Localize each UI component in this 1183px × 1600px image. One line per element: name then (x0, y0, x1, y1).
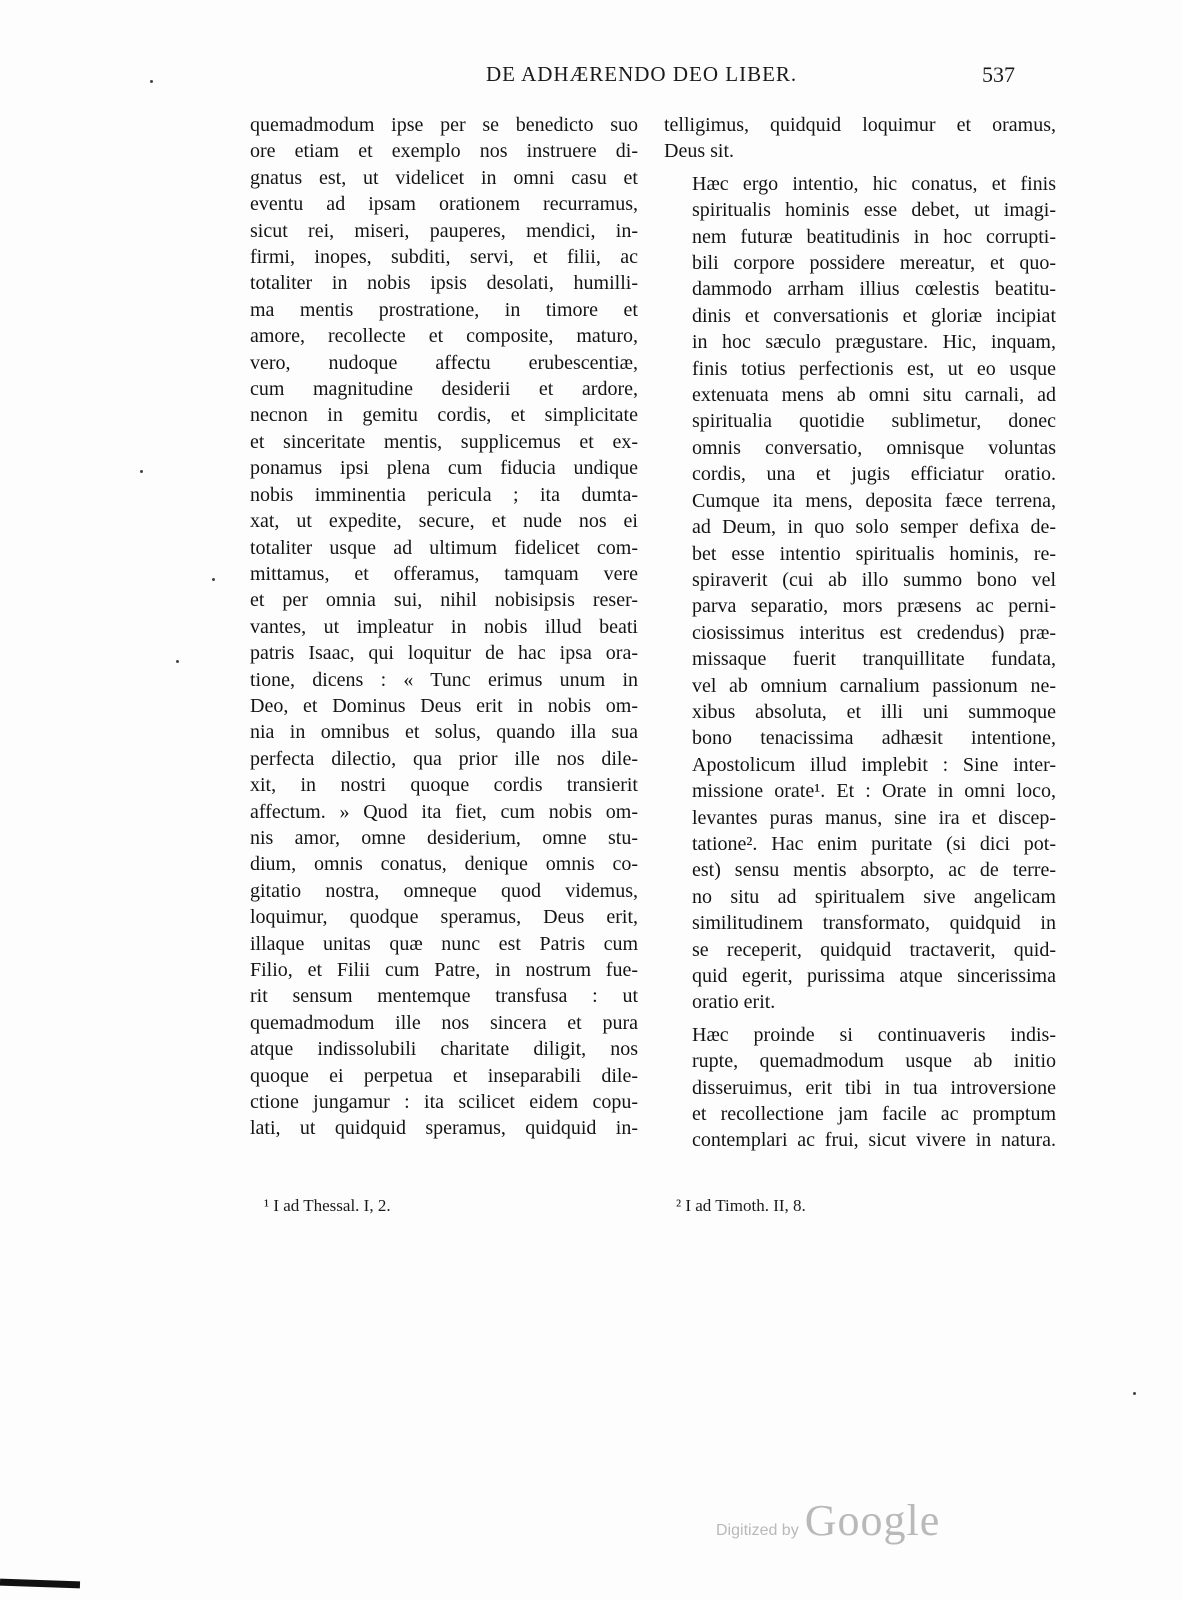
watermark-prefix: Digitized by (716, 1522, 799, 1539)
text-line: ctione jungamur : ita scilicet eidem copu- (250, 1091, 638, 1114)
text-line: sicut rei, miseri, pauperes, mendici, in- (250, 219, 638, 242)
text-line: nem futuræ beatitudinis in hoc corrupti- (692, 225, 1056, 248)
text-line: nia in omnibus et solus, quando illa sua (250, 721, 638, 744)
text-line: lati, ut quidquid speramus, quidquid in- (250, 1117, 638, 1140)
text-line: cum magnitudine desiderii et ardore, (250, 378, 638, 401)
scan-speck (140, 470, 143, 473)
text-line: bili corpore possidere mereatur, et quo- (692, 252, 1056, 275)
text-line: et per omnia sui, nihil nobisipsis reser- (250, 589, 638, 612)
text-line: se receperit, quidquid tractaverit, quid- (692, 938, 1056, 961)
text-line: mittamus, et offeramus, tamquam vere (250, 562, 638, 585)
text-line: nobis imminentia pericula ; ita dumta- (250, 483, 638, 506)
text-line: gnatus est, ut videlicet in omni casu et (250, 166, 638, 189)
text-line: totaliter in nobis ipsis desolati, humilli- (250, 272, 638, 295)
text-line: loquimur, quodque speramus, Deus erit, (250, 906, 638, 929)
text-line: Apostolicum illud implebit : Sine inter- (692, 753, 1056, 776)
text-line: cordis, una et jugis efficiatur oratio. (692, 463, 1056, 486)
text-line: gitatio nostra, omneque quod videmus, (250, 879, 638, 902)
text-line: no situ ad spiritualem sive angelicam (692, 885, 1056, 908)
paragraph-continuation (664, 112, 1056, 165)
digitization-watermark (716, 1495, 940, 1546)
text-line: tatione². Hac enim puritate (si dici pot- (692, 832, 1056, 855)
text-line: patris Isaac, qui loquitur de hac ipsa ora- (250, 642, 638, 665)
text-line: extenuata mens ab omni situ carnali, ad (692, 384, 1056, 407)
google-logo: Google (804, 1496, 941, 1545)
text-line: Hæc ergo intentio, hic conatus, et finis (692, 172, 1056, 195)
text-line: dammodo arrham illius cœlestis beatitu- (692, 278, 1056, 301)
scan-speck (176, 660, 179, 663)
scan-speck (1133, 1392, 1136, 1395)
text-line: xit, in nostri quoque cordis transierit (250, 774, 638, 797)
text-line: firmi, inopes, subditi, servi, et filii, ac (250, 246, 638, 269)
text-line: Filio, et Filii cum Patre, in nostrum fue- (250, 959, 638, 981)
text-line: dium, omnis conatus, denique omnis co- (250, 853, 638, 876)
scan-speck (150, 80, 153, 83)
text-line: similitudinem transformato, quidquid in (692, 912, 1056, 935)
text-line: missione orate¹. Et : Orate in omni loco, (692, 780, 1056, 803)
text-line: disseruimus, erit tibi in tua introversione (692, 1076, 1056, 1099)
paragraph-conclusion (664, 1022, 1056, 1154)
text-line: est) sensu mentis absorpto, ac de terre- (692, 859, 1056, 882)
text-line: bono tenacissima adhæsit intentione, (692, 727, 1056, 750)
right-text-column (664, 112, 1056, 1154)
text-line: quoque ei perpetua et inseparabili dile- (250, 1064, 638, 1087)
text-line: in hoc sæculo prægustare. Hic, inquam, (692, 331, 1056, 354)
text-line: nis amor, omne desiderium, omne stu- (250, 826, 638, 849)
text-line: Hæc proinde si continuaveris indis- (692, 1023, 1056, 1046)
text-line: levantes puras manus, sine ira et discep- (692, 806, 1056, 829)
text-line: eventu ad ipsam orationem recurramus, (250, 193, 638, 216)
text-line: omnis conversatio, omnisque voluntas (692, 436, 1056, 459)
text-line: bet esse intentio spiritualis hominis, re- (692, 542, 1056, 565)
scan-edge-mark (0, 1579, 80, 1589)
text-line: affectum. » Quod ita fiet, cum nobis om- (250, 800, 638, 823)
text-line: telligimus, quidquid loquimur et oramus, (664, 114, 1056, 136)
text-line: Cumque ita mens, deposita fæce terrena, (692, 489, 1056, 512)
text-line: tione, dicens : « Tunc erimus unum in (250, 668, 638, 691)
text-line: ponamus ipsi plena cum fiducia undique (250, 457, 638, 480)
text-line: spiritualia quotidie sublimetur, donec (692, 410, 1056, 433)
text-line: parva separatio, mors præsens ac perni- (692, 595, 1056, 618)
text-line: dinis et conversationis et gloriæ incipiat (692, 304, 1056, 327)
text-line: ma mentis prostratione, in timore et (250, 298, 638, 321)
text-line: totaliter usque ad ultimum fidelicet com- (250, 536, 638, 559)
scan-speck (212, 578, 215, 581)
page-number: 537 (982, 62, 1015, 87)
footnote-right: ² I ad Timoth. II, 8. (676, 1196, 806, 1215)
text-line: Deo, et Dominus Deus erit in nobis om- (250, 694, 638, 717)
text-line: vero, nudoque affectu erubescentiæ, (250, 351, 638, 374)
text-line: atque indissolubili charitate diligit, nos (250, 1038, 638, 1061)
text-line: spiritualis hominis esse debet, ut imagi- (692, 199, 1056, 222)
text-line: et recollectione jam facile ac promptum (692, 1103, 1056, 1126)
text-line: missaque fuerit tranquillitate fundata, (692, 648, 1056, 671)
text-line: ciosissimus interitus est credendus) præ- (692, 621, 1056, 644)
text-line: quid egerit, purissima atque sincerissima (692, 965, 1056, 987)
text-line: necnon in gemitu cordis, et simplicitate (250, 404, 638, 427)
text-line: et sinceritate mentis, supplicemus et ex- (250, 430, 638, 453)
text-line: quemadmodum ille nos sincera et pura (250, 1011, 638, 1034)
running-title: DE ADHÆRENDO DEO LIBER. (486, 62, 798, 86)
paragraph-intentio (664, 171, 1056, 1016)
text-line: spiraverit (cui ab illo summo bono vel (692, 568, 1056, 591)
left-text-column (250, 112, 638, 1142)
text-line: ore etiam et exemplo nos instruere di- (250, 140, 638, 163)
text-line: xibus absoluta, et illi uni summoque (692, 700, 1056, 723)
text-line: quemadmodum ipse per se benedicto suo (250, 114, 638, 136)
text-line: Deus sit. (664, 140, 734, 163)
text-line: vantes, ut impleatur in nobis illud beati (250, 615, 638, 638)
footnote-left: ¹ I ad Thessal. I, 2. (264, 1196, 391, 1215)
text-line: oratio erit. (692, 991, 776, 1014)
text-line: ad Deum, in quo solo semper defixa de- (692, 516, 1056, 539)
text-line: vel ab omnium carnalium passionum ne- (692, 674, 1056, 697)
text-line: perfecta dilectio, qua prior ille nos dile- (250, 747, 638, 770)
text-line: rit sensum mentemque transfusa : ut (250, 985, 638, 1008)
text-line: finis totius perfectionis est, ut eo usque (692, 357, 1056, 380)
text-line: rupte, quemadmodum usque ab initio (692, 1050, 1056, 1073)
text-line: xat, ut expedite, secure, et nude nos ei (250, 510, 638, 533)
text-line: amore, recollecte et composite, maturo, (250, 325, 638, 348)
text-line: contemplari ac frui, sicut vivere in natura. (692, 1129, 1056, 1152)
text-line: illaque unitas quæ nunc est Patris cum (250, 932, 638, 955)
